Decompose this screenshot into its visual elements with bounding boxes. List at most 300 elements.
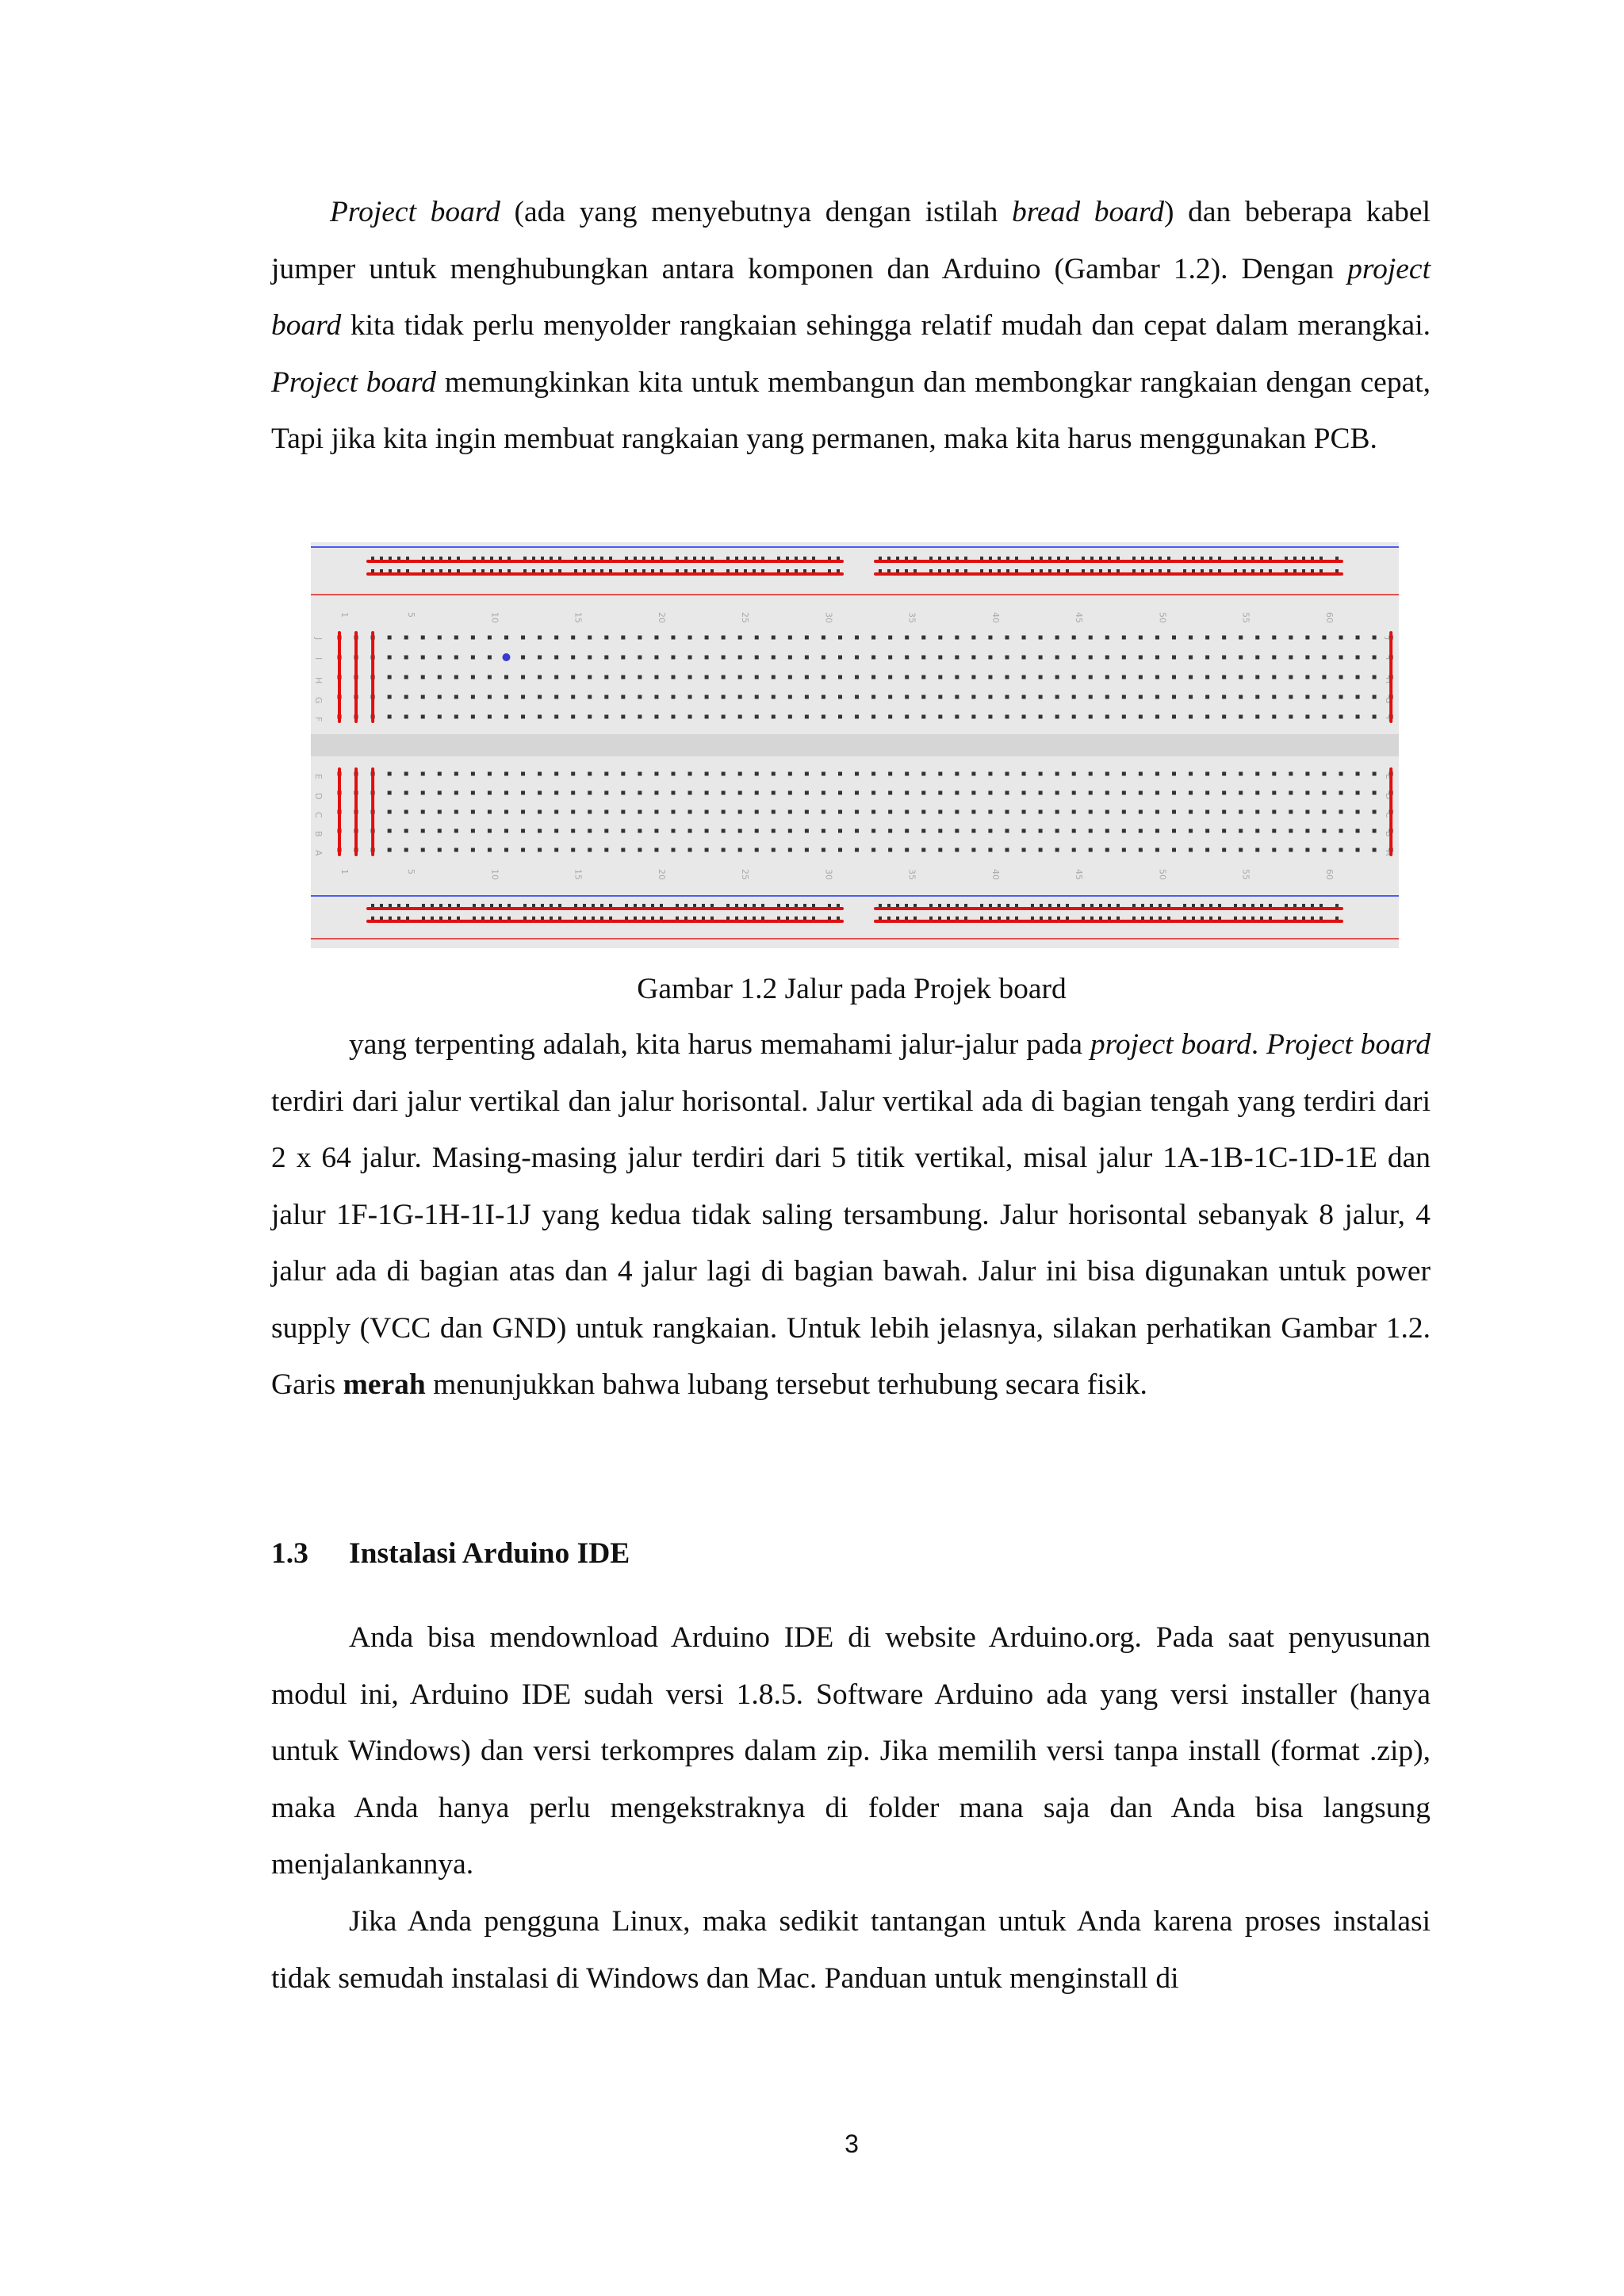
terminal-hole	[855, 695, 859, 699]
terminal-hole	[471, 810, 475, 814]
terminal-hole	[554, 715, 558, 719]
rail-hole	[481, 916, 485, 920]
rail-hole	[1320, 557, 1323, 560]
terminal-hole	[504, 636, 508, 640]
center-channel	[311, 734, 1399, 756]
terminal-hole	[1022, 810, 1026, 814]
rail-hole	[1150, 557, 1153, 560]
terminal-hole	[604, 715, 608, 719]
terminal-hole	[638, 848, 642, 852]
rail-hole	[1082, 916, 1085, 920]
terminal-hole	[554, 636, 558, 640]
rail-hole	[406, 916, 409, 920]
terminal-hole	[1373, 715, 1377, 719]
rail-hole	[761, 904, 764, 907]
terminal-hole	[1022, 772, 1026, 776]
terminal-hole	[1005, 791, 1009, 795]
rail-hole	[795, 916, 798, 920]
terminal-hole	[654, 848, 658, 852]
terminal-hole	[1322, 791, 1326, 795]
terminal-hole	[1339, 675, 1343, 679]
rail-hole	[473, 904, 476, 907]
terminal-hole	[788, 848, 792, 852]
column-number: 50	[1157, 612, 1168, 623]
terminal-hole	[1205, 810, 1209, 814]
text-run: Anda bisa mendownload Arduino IDE di website Arduino.org. Pada saat penyusunan modul ini, Arduino IDE sudah versi 1.8.5. Software Arduino ada yang versi installer (hanya untuk Windows) dan versi terkompres dalam zip. Jika memilih versi tanpa install (format .zip), maka Anda hanya perlu mengekstraknya di folder mana saja dan Anda bisa langsung menjalankannya.	[271, 1621, 1431, 1881]
terminal-hole	[1305, 791, 1309, 795]
rail-hole	[558, 904, 561, 907]
terminal-hole	[638, 636, 642, 640]
terminal-hole	[621, 636, 625, 640]
rail-hole	[929, 557, 933, 560]
terminal-hole	[1255, 791, 1259, 795]
rail-hole	[753, 904, 756, 907]
rail-hole	[761, 557, 764, 560]
terminal-hole	[905, 656, 909, 660]
terminal-hole	[554, 829, 558, 833]
terminal-hole	[638, 715, 642, 719]
terminal-hole	[388, 695, 392, 699]
rail-hole	[989, 916, 992, 920]
terminal-hole	[1139, 772, 1143, 776]
rail-hole	[956, 904, 959, 907]
terminal-hole	[421, 656, 425, 660]
row-letter: A	[313, 850, 324, 856]
terminal-hole	[921, 791, 925, 795]
rail-hole	[693, 557, 696, 560]
rail-hole	[1201, 904, 1204, 907]
terminal-hole	[1172, 772, 1176, 776]
terminal-hole	[822, 810, 825, 814]
terminal-hole	[738, 772, 742, 776]
terminal-hole	[855, 715, 859, 719]
rail-hole	[735, 904, 738, 907]
rail-hole	[1192, 916, 1195, 920]
terminal-hole	[1339, 772, 1343, 776]
rail-hole	[1116, 916, 1120, 920]
terminal-hole	[838, 791, 842, 795]
terminal-hole	[1205, 848, 1209, 852]
terminal-hole	[1322, 656, 1326, 660]
rail-hole	[905, 569, 908, 572]
rail-hole	[380, 904, 383, 907]
terminal-hole	[1222, 675, 1226, 679]
rail-hole	[676, 557, 679, 560]
terminal-hole	[988, 675, 992, 679]
rail-hole	[1108, 569, 1111, 572]
terminal-hole	[1172, 829, 1176, 833]
terminal-hole	[1239, 715, 1243, 719]
rail-hole	[1031, 557, 1034, 560]
terminal-hole	[1305, 675, 1309, 679]
terminal-hole	[1089, 636, 1093, 640]
terminal-hole	[838, 636, 842, 640]
terminal-hole	[772, 810, 776, 814]
rail-hole	[753, 916, 756, 920]
terminal-hole	[604, 829, 608, 833]
rail-hole	[660, 916, 663, 920]
rail-hole	[684, 557, 688, 560]
rail-hole	[1269, 916, 1272, 920]
terminal-hole	[1189, 810, 1193, 814]
terminal-hole	[521, 715, 525, 719]
rail-hole	[786, 557, 789, 560]
terminal-hole	[838, 848, 842, 852]
rail-hole	[1057, 916, 1060, 920]
terminal-hole	[838, 656, 842, 660]
rail-hole	[812, 916, 815, 920]
terminal-hole	[788, 791, 792, 795]
column-number: 30	[823, 869, 834, 880]
terminal-hole	[805, 715, 809, 719]
column-number: 10	[489, 612, 500, 623]
rail-hole	[693, 569, 696, 572]
terminal-hole	[1022, 715, 1026, 719]
terminal-hole	[388, 636, 392, 640]
terminal-hole	[1055, 656, 1059, 660]
terminal-hole	[1022, 848, 1026, 852]
terminal-hole	[471, 715, 475, 719]
rail-hole	[422, 916, 425, 920]
terminal-hole	[772, 715, 776, 719]
terminal-hole	[955, 810, 959, 814]
terminal-hole	[822, 829, 825, 833]
terminal-hole	[1072, 715, 1076, 719]
terminal-hole	[1373, 848, 1377, 852]
terminal-hole	[1055, 675, 1059, 679]
rail-hole	[660, 569, 663, 572]
rail-hole	[828, 916, 831, 920]
text-run: Jika Anda pengguna Linux, maka sedikit tantangan untuk Anda karena proses instalasi tidak semudah instalasi di Windows dan Mac. Panduan untuk menginstall di	[271, 1905, 1431, 1995]
terminal-hole	[1356, 636, 1360, 640]
terminal-hole	[538, 772, 542, 776]
rail-hole	[753, 557, 756, 560]
rail-hole	[1057, 569, 1060, 572]
terminal-hole	[1289, 772, 1293, 776]
terminal-hole	[1322, 636, 1326, 640]
rail-hole	[980, 557, 983, 560]
terminal-hole	[388, 715, 392, 719]
rail-hole	[558, 916, 561, 920]
rail-hole	[558, 557, 561, 560]
rail-hole	[744, 916, 747, 920]
terminal-hole	[1255, 636, 1259, 640]
terminal-hole	[855, 810, 859, 814]
rail-hole	[1311, 557, 1314, 560]
rail-hole	[1311, 904, 1314, 907]
rail-hole	[812, 904, 815, 907]
terminal-hole	[788, 656, 792, 660]
terminal-hole	[971, 636, 975, 640]
terminal-hole	[822, 791, 825, 795]
terminal-hole	[888, 829, 892, 833]
terminal-hole	[538, 636, 542, 640]
rail-hole	[1201, 557, 1204, 560]
terminal-hole	[1255, 675, 1259, 679]
rail-hole	[583, 569, 586, 572]
rail-hole	[660, 904, 663, 907]
terminal-hole	[1155, 848, 1159, 852]
rail-hole	[896, 557, 899, 560]
terminal-hole	[1122, 810, 1126, 814]
terminal-hole	[805, 772, 809, 776]
terminal-hole	[1322, 715, 1326, 719]
terminal-hole	[438, 772, 442, 776]
terminal-hole	[404, 675, 408, 679]
rail-hole	[1082, 569, 1085, 572]
terminal-hole	[1122, 791, 1126, 795]
terminal-hole	[554, 695, 558, 699]
rail-hole	[1099, 904, 1102, 907]
rail-hole	[523, 557, 527, 560]
terminal-hole	[822, 656, 825, 660]
terminal-hole	[955, 791, 959, 795]
terminal-hole	[938, 656, 942, 660]
terminal-hole	[838, 772, 842, 776]
terminal-hole	[822, 848, 825, 852]
rail-hole	[938, 569, 941, 572]
rail-hole	[726, 557, 730, 560]
terminal-hole	[438, 695, 442, 699]
text-run: terdiri dari jalur vertikal dan jalur horisontal. Jalur vertikal ada di bagian tengah yang terdiri dari 2 x 64 jalur. Masing-masing jalur terdiri dari 5 titik vertikal, misal jalur 1A-1B-1C-1D-1E dan jalur 1F-1G-1H-1I-1J yang kedua tidak saling tersambung. Jalur horisontal sebanyak 8 jalur, 4 jalur ada di bagian atas dan 4 jalur lagi di bagian bawah. Jalur ini bisa digunakan untuk power supply (VCC dan GND) untuk rangkaian. Untuk lebih jelasnya, silakan perhatikan Gambar 1.2. Garis	[271, 1085, 1431, 1401]
rail-hole	[1031, 904, 1034, 907]
rail-hole	[905, 904, 908, 907]
rail-hole	[541, 916, 544, 920]
rail-hole	[1159, 557, 1162, 560]
terminal-hole	[604, 848, 608, 852]
rail-hole	[550, 904, 553, 907]
rail-hole	[676, 916, 679, 920]
terminal-hole	[1022, 675, 1026, 679]
rail-hole	[1048, 569, 1051, 572]
terminal-hole	[1122, 772, 1126, 776]
rail-hole	[1218, 569, 1221, 572]
terminal-hole	[822, 695, 825, 699]
rail-hole	[625, 569, 628, 572]
terminal-hole	[688, 772, 692, 776]
rail-hole	[1260, 557, 1263, 560]
rail-hole	[1234, 904, 1237, 907]
rail-hole	[592, 557, 595, 560]
rail-hole	[1201, 916, 1204, 920]
terminal-hole	[438, 810, 442, 814]
terminal-hole	[1139, 656, 1143, 660]
terminal-hole	[855, 656, 859, 660]
terminal-hole	[988, 772, 992, 776]
rail-hole	[761, 569, 764, 572]
terminal-hole	[571, 772, 575, 776]
terminal-hole	[571, 715, 575, 719]
terminal-hole	[1205, 656, 1209, 660]
terminal-hole	[1205, 829, 1209, 833]
rail-hole	[1335, 569, 1339, 572]
row-letter: A	[1384, 850, 1394, 856]
terminal-hole	[672, 656, 676, 660]
rail-hole	[684, 904, 688, 907]
terminal-hole	[755, 675, 759, 679]
rail-hole	[1251, 569, 1254, 572]
terminal-hole	[471, 848, 475, 852]
terminal-hole	[1089, 772, 1093, 776]
rail-hole	[625, 557, 628, 560]
terminal-hole	[921, 772, 925, 776]
rail-hole	[1218, 916, 1221, 920]
terminal-hole	[1305, 656, 1309, 660]
terminal-hole	[1039, 772, 1043, 776]
terminal-hole	[805, 791, 809, 795]
rail-hole	[1006, 904, 1009, 907]
terminal-hole	[588, 715, 592, 719]
terminal-hole	[705, 791, 709, 795]
rail-hole	[625, 904, 628, 907]
terminal-hole	[438, 636, 442, 640]
rail-hole	[777, 916, 780, 920]
terminal-hole	[905, 695, 909, 699]
terminal-hole	[672, 810, 676, 814]
terminal-hole	[1305, 848, 1309, 852]
rail-hole	[541, 557, 544, 560]
terminal-hole	[404, 695, 408, 699]
terminal-hole	[688, 675, 692, 679]
terminal-hole	[755, 810, 759, 814]
terminal-hole	[1356, 715, 1360, 719]
terminal-hole	[1005, 829, 1009, 833]
terminal-hole	[571, 829, 575, 833]
rail-hole	[1048, 916, 1051, 920]
rail-hole	[929, 916, 933, 920]
terminal-hole	[1322, 829, 1326, 833]
terminal-hole	[888, 791, 892, 795]
rail-hole	[710, 557, 714, 560]
rail-hole	[735, 916, 738, 920]
terminal-hole	[1222, 656, 1226, 660]
terminal-hole	[921, 848, 925, 852]
terminal-hole	[688, 829, 692, 833]
terminal-hole	[705, 636, 709, 640]
rail-hole	[532, 557, 535, 560]
terminal-hole	[755, 791, 759, 795]
terminal-hole	[1239, 848, 1243, 852]
terminal-hole	[1105, 772, 1109, 776]
terminal-hole	[1322, 810, 1326, 814]
terminal-hole	[688, 636, 692, 640]
rail-hole	[389, 904, 392, 907]
rail-hole	[1302, 916, 1305, 920]
terminal-hole	[1189, 791, 1193, 795]
terminal-hole	[521, 791, 525, 795]
terminal-hole	[672, 675, 676, 679]
rail-hole	[651, 904, 654, 907]
terminal-hole	[588, 848, 592, 852]
rail-hole	[1335, 557, 1339, 560]
terminal-hole	[1255, 715, 1259, 719]
terminal-hole	[855, 791, 859, 795]
terminal-hole	[1255, 695, 1259, 699]
terminal-hole	[1322, 695, 1326, 699]
row-letter: E	[313, 774, 324, 779]
column-number: 60	[1323, 612, 1335, 623]
rail-hole	[1116, 557, 1120, 560]
terminal-hole	[538, 656, 542, 660]
rail-hole	[744, 569, 747, 572]
terminal-hole	[538, 675, 542, 679]
terminal-hole	[404, 791, 408, 795]
rail-hole	[1183, 916, 1186, 920]
rail-hole	[735, 557, 738, 560]
terminal-hole	[471, 656, 475, 660]
terminal-hole	[738, 810, 742, 814]
terminal-hole	[1089, 715, 1093, 719]
rail-hole	[1159, 904, 1162, 907]
rail-hole	[406, 904, 409, 907]
terminal-hole	[404, 810, 408, 814]
column-number: 25	[740, 612, 751, 623]
terminal-hole	[738, 848, 742, 852]
rail-hole	[837, 557, 840, 560]
rail-hole	[1251, 904, 1254, 907]
terminal-hole	[1356, 675, 1360, 679]
rail-hole	[550, 557, 553, 560]
terminal-hole	[504, 695, 508, 699]
terminal-hole	[571, 810, 575, 814]
rail-hole	[702, 916, 705, 920]
terminal-hole	[488, 791, 492, 795]
terminal-hole	[905, 675, 909, 679]
column-number: 35	[906, 612, 917, 623]
terminal-hole	[722, 791, 726, 795]
terminal-hole	[438, 848, 442, 852]
terminal-hole	[772, 636, 776, 640]
terminal-hole	[855, 772, 859, 776]
terminal-hole	[638, 656, 642, 660]
rail-hole	[397, 904, 400, 907]
terminal-hole	[822, 675, 825, 679]
terminal-hole	[421, 848, 425, 852]
row-letter: I	[313, 657, 324, 660]
terminal-hole	[588, 791, 592, 795]
terminal-hole	[604, 772, 608, 776]
terminal-hole	[738, 791, 742, 795]
terminal-hole	[1039, 848, 1043, 852]
terminal-hole	[1239, 791, 1243, 795]
terminal-hole	[1055, 848, 1059, 852]
rail-hole	[574, 557, 577, 560]
terminal-hole	[1205, 675, 1209, 679]
terminal-hole	[1155, 675, 1159, 679]
terminal-hole	[404, 829, 408, 833]
terminal-hole	[1356, 772, 1360, 776]
terminal-hole	[621, 695, 625, 699]
rail-hole	[837, 569, 840, 572]
rail-hole	[1234, 557, 1237, 560]
terminal-hole	[538, 715, 542, 719]
rail-hole	[574, 916, 577, 920]
rail-hole	[828, 569, 831, 572]
terminal-hole	[871, 675, 875, 679]
rail-hole	[786, 916, 789, 920]
terminal-hole	[404, 848, 408, 852]
rail-hole	[1108, 916, 1111, 920]
terminal-hole	[888, 848, 892, 852]
terminal-hole	[705, 848, 709, 852]
terminal-hole	[454, 791, 458, 795]
terminal-hole	[1022, 695, 1026, 699]
section-title: Instalasi Arduino IDE	[349, 1537, 630, 1570]
terminal-hole	[888, 772, 892, 776]
rail-hole	[803, 557, 806, 560]
terminal-hole	[921, 636, 925, 640]
terminal-hole	[938, 772, 942, 776]
